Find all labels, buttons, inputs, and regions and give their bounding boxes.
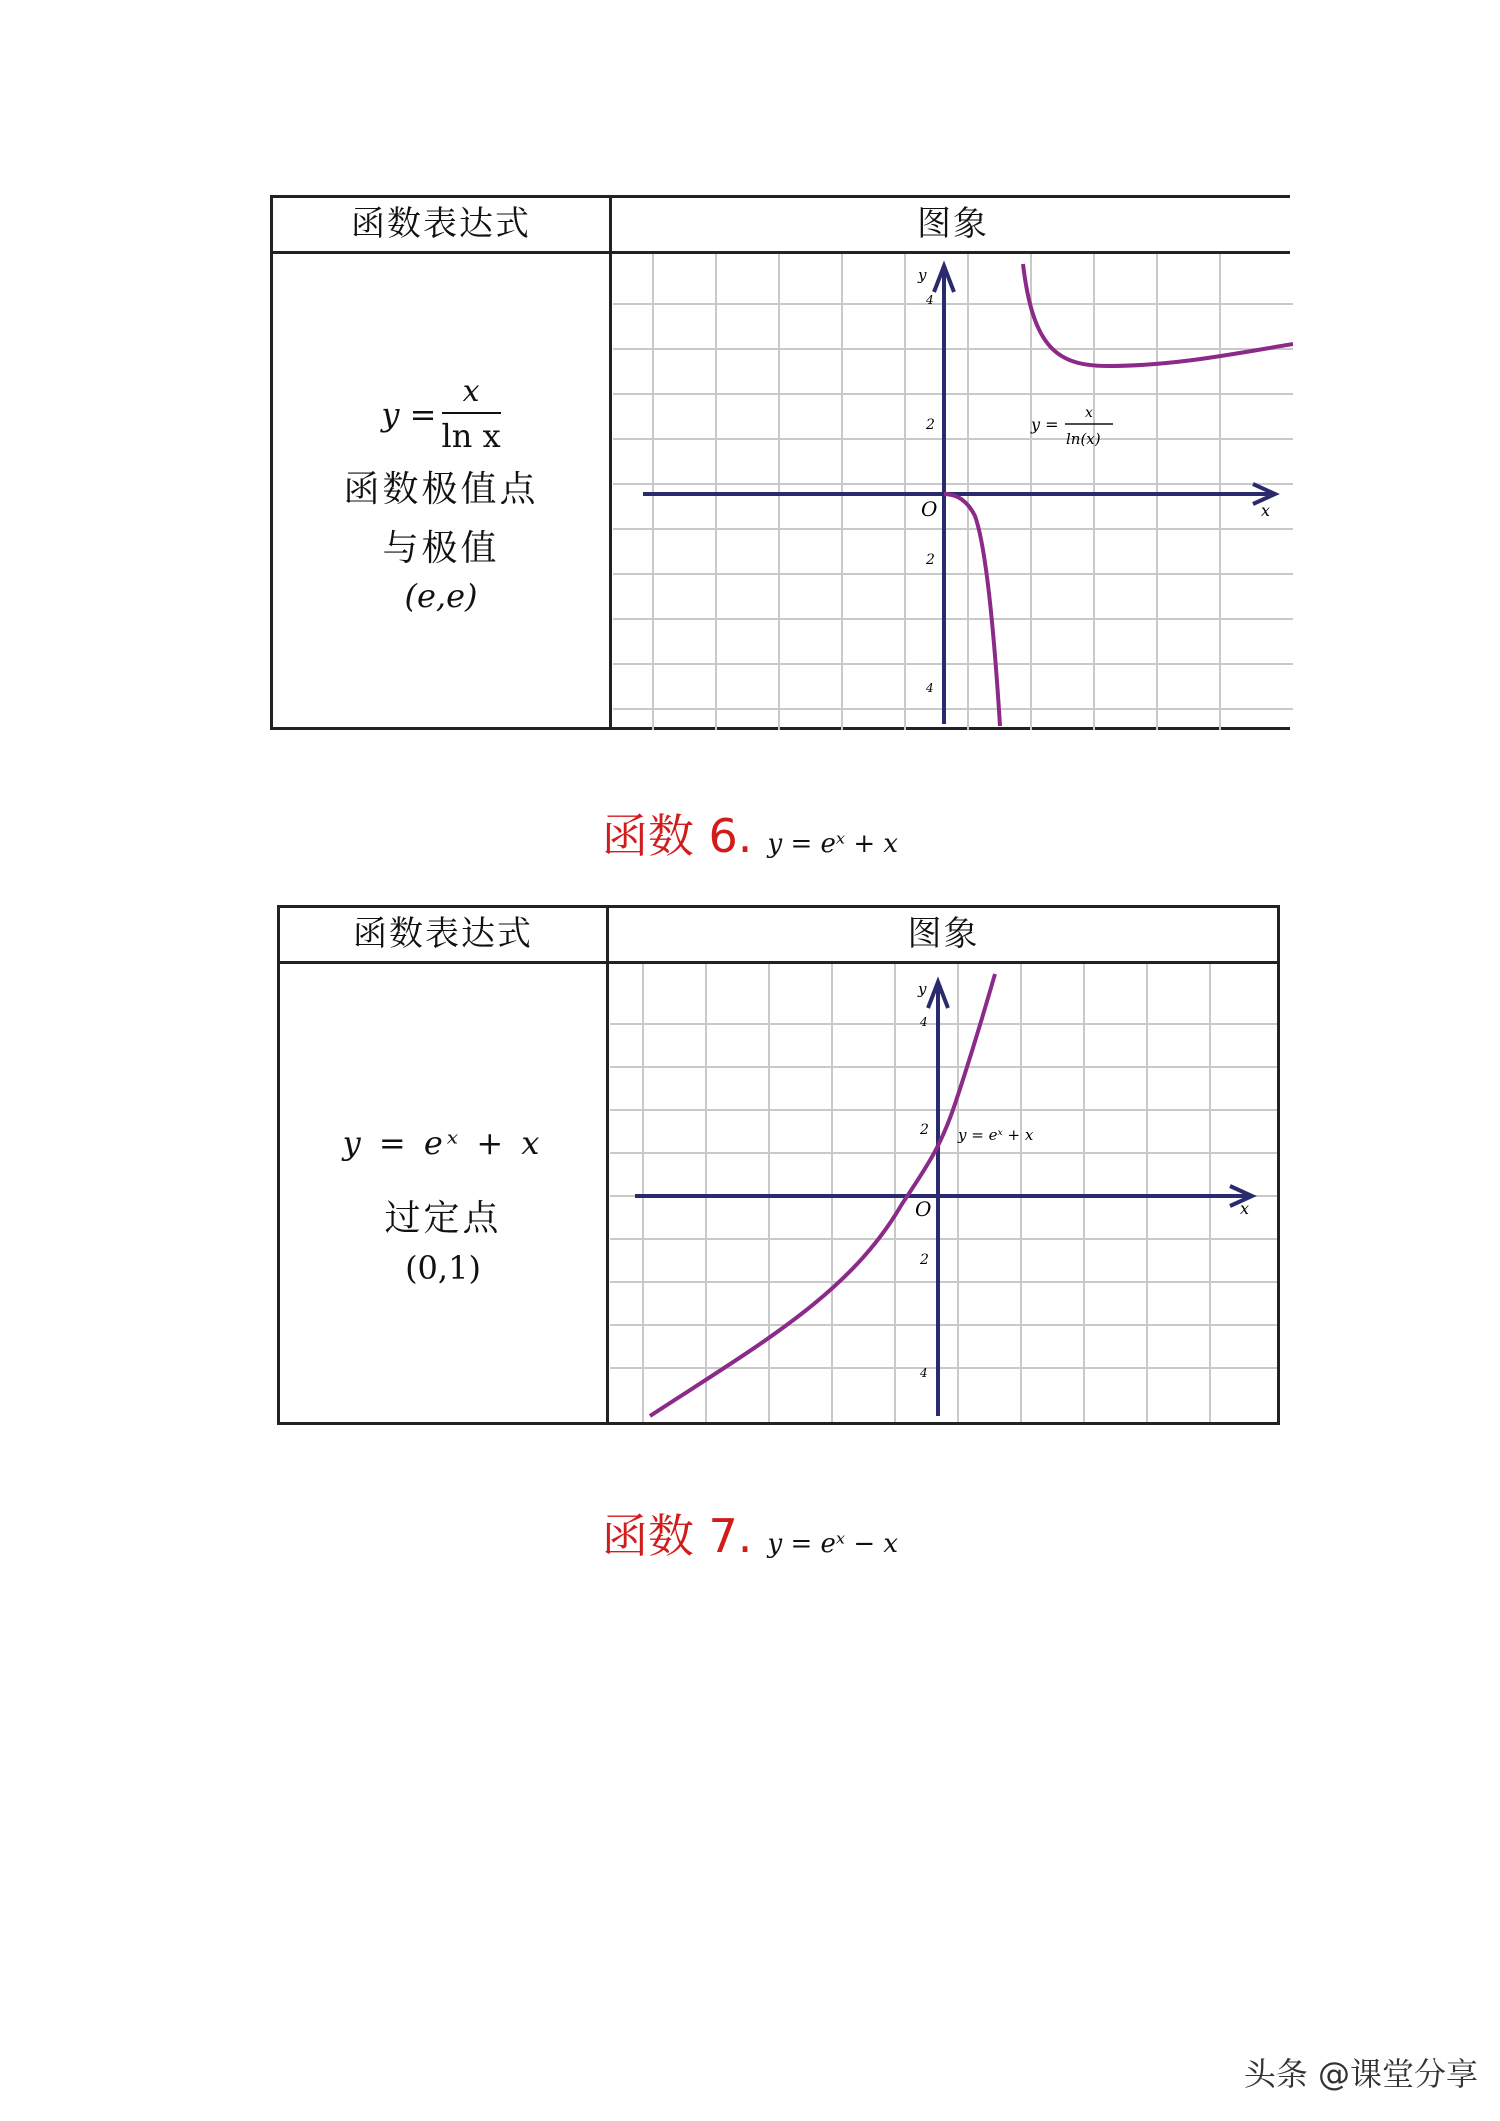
graph-x-over-lnx [613,254,1293,730]
function-table-2 [277,905,1280,1425]
fraction: $\frac{x}{\text{ln x}}$ [441,374,501,455]
function-table-1 [270,195,1290,730]
svg-text:ln(x): ln(x) [1066,430,1101,448]
axes [635,982,1252,1416]
curve-label [1030,405,1113,448]
column-divider [606,908,609,1422]
caption-function-7 [0,1500,1500,1566]
origin-label: O [921,497,938,521]
grid [610,964,1277,1422]
svg-text:x: x [1085,405,1093,421]
x-axis-label: x [1240,1199,1250,1218]
header-expression: 函数表达式 [353,914,533,954]
caption-label: 函数 7. [601,1509,753,1563]
extremum-value: (e,e) [404,577,478,615]
formula: y = eˣ + x [342,1124,544,1162]
axes [643,266,1275,724]
caption-function-6 [0,800,1500,866]
expression-cell [280,964,606,1422]
tick-y-neg4: 4 [926,681,934,695]
curve-label: y = eˣ + x [958,1126,1034,1144]
graph-exp-plus-x [610,964,1277,1422]
tick-y-2: 2 [926,417,935,433]
expression-cell [273,254,609,727]
tick-y-4: 4 [926,293,934,307]
tick-y-neg2: 2 [920,1252,929,1268]
extremum-text: 函数极值点 [343,469,539,510]
header-expression: 函数表达式 [351,204,531,244]
caption-equation: y = eˣ − x [767,1529,899,1559]
fixed-point-value: (0,1) [405,1249,481,1287]
watermark: 头条 @课堂分享 [1243,2055,1478,2093]
tick-y-4: 4 [920,1015,928,1029]
table-header [280,908,1277,964]
svg-text:y =: y = [1031,415,1059,434]
formula: y = $\frac{x}{\text{ln x}}$ [381,374,501,455]
column-divider [609,198,612,727]
y-axis-label: y [918,980,927,998]
caption-equation: y = eˣ + x [767,829,899,859]
y-axis-label: y [918,266,927,284]
fixed-point-text: 过定点 [384,1198,502,1239]
origin-label: O [915,1197,932,1221]
header-graph: 图象 [917,204,989,244]
table-header [273,198,1290,254]
tick-y-neg2: 2 [926,552,935,568]
x-axis-label: x [1261,501,1271,520]
caption-label: 函数 6. [601,809,753,863]
extremum-text-2: 与极值 [382,528,500,569]
tick-y-neg4: 4 [920,1366,928,1380]
tick-y-2: 2 [920,1122,929,1138]
header-graph: 图象 [907,914,980,954]
